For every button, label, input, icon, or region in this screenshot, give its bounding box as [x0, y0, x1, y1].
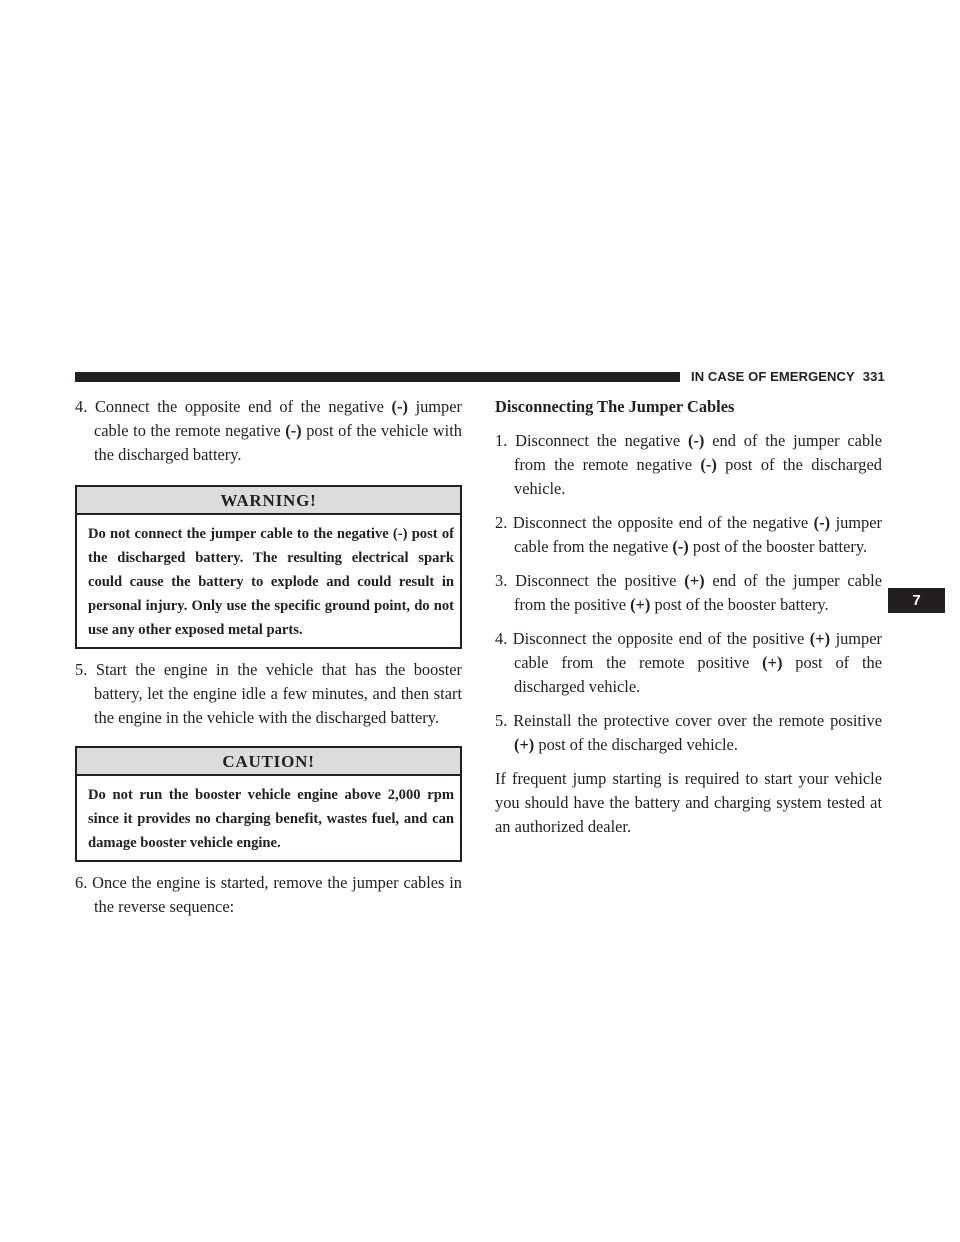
step-number: 5. [75, 660, 88, 679]
step-number: 4. [75, 397, 88, 416]
step-4: 4. Connect the opposite end of the negative (-) jumper cable to the remote negative (-) post of the vehicle with the discharged battery. [75, 397, 462, 464]
caution-box [75, 746, 462, 862]
caution-title: CAUTION! [77, 748, 460, 776]
disconnect-step-1: 1. Disconnect the negative (-) end of the jumper cable from the remote negative (-) post of the discharged vehicle. [495, 431, 882, 498]
warning-box [75, 485, 462, 649]
running-header [691, 369, 885, 384]
caution-body: Do not run the booster vehicle engine above 2,000 rpm since it provides no charging benefit, wastes fuel, and can damage booster vehicle engine. [88, 787, 454, 851]
disconnect-step-5: 5. Reinstall the protective cover over the remote positive (+) post of the discharged vehicle. [495, 711, 882, 754]
section-title: IN CASE OF EMERGENCY [691, 369, 855, 384]
step-5: 5. Start the engine in the vehicle that has the booster battery, let the engine idle a few minutes, and then start the engine in the vehicle with the discharged battery. [75, 660, 462, 727]
warning-body: Do not connect the jumper cable to the negative (-) post of the discharged battery. The resulting electrical spark could cause the battery to explode and could result in personal injury. Only use the specific ground point, do not use any other exposed metal parts. [88, 526, 454, 638]
disconnect-step-3: 3. Disconnect the positive (+) end of the jumper cable from the positive (+) post of the booster battery. [495, 571, 882, 614]
disconnect-step-2: 2. Disconnect the opposite end of the negative (-) jumper cable from the negative (-) post of the booster battery. [495, 513, 882, 556]
right-column [495, 395, 882, 839]
left-column [75, 395, 462, 919]
section-heading: Disconnecting The Jumper Cables [495, 397, 735, 416]
warning-title: WARNING! [77, 487, 460, 515]
page-number: 331 [862, 369, 885, 384]
closing-paragraph: If frequent jump starting is required to start your vehicle you should have the battery and charging system tested at an authorized dealer. [495, 769, 882, 836]
header-rule [75, 372, 680, 382]
step-number: 6. [75, 873, 88, 892]
step-6: 6. Once the engine is started, remove the jumper cables in the reverse sequence: [75, 873, 462, 916]
disconnect-step-4: 4. Disconnect the opposite end of the positive (+) jumper cable from the remote positive (+) post of the discharged vehicle. [495, 629, 882, 696]
chapter-tab: 7 [888, 588, 945, 613]
